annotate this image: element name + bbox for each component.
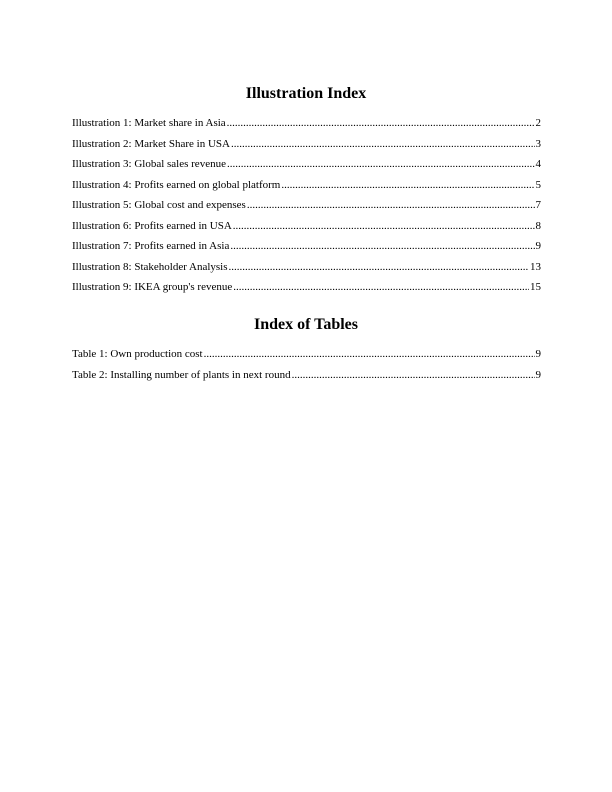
dot-leader: [247, 199, 535, 212]
dot-leader: [227, 117, 535, 130]
dot-leader: [204, 348, 535, 361]
entry-page-number: 9: [535, 348, 541, 360]
entry-page-number: 4: [535, 158, 541, 170]
dot-leader: [292, 369, 535, 382]
illustration-entry[interactable]: [72, 199, 541, 220]
illustration-entry[interactable]: [72, 261, 541, 282]
illustration-entry[interactable]: [72, 117, 541, 138]
illustration-entry[interactable]: [72, 220, 541, 241]
dot-leader: [281, 179, 534, 192]
table-index-list: [72, 348, 541, 389]
entry-title: Illustration 8: Stakeholder Analysis: [72, 260, 228, 273]
illustration-index-heading: Illustration Index: [245, 85, 367, 102]
dot-leader: [230, 240, 534, 253]
entry-page-number: 8: [535, 219, 541, 232]
dot-leader: [231, 138, 535, 151]
illustration-entry[interactable]: [72, 179, 541, 200]
dot-leader: [229, 261, 529, 274]
illustration-index-list: [72, 117, 541, 302]
entry-title: Illustration 7: Profits earned in Asia: [72, 240, 230, 252]
entry-page-number: 9: [535, 368, 541, 381]
table-index-heading: Index of Tables: [253, 316, 359, 333]
dot-leader: [227, 158, 535, 171]
entry-page-number: 3: [535, 137, 541, 150]
entry-page-number: 13: [530, 260, 541, 273]
dot-leader: [233, 281, 529, 294]
illustration-entry[interactable]: [72, 240, 541, 261]
entry-page-number: 5: [535, 178, 541, 191]
illustration-entry[interactable]: [72, 158, 541, 179]
entry-title: Illustration 1: Market share in Asia: [72, 117, 226, 129]
dot-leader: [233, 220, 535, 233]
entry-page-number: 9: [535, 240, 541, 252]
table-entry[interactable]: [72, 369, 541, 390]
entry-title: Illustration 2: Market Share in USA: [72, 137, 230, 150]
illustration-entry[interactable]: [72, 281, 541, 302]
table-entry[interactable]: [72, 348, 541, 369]
entry-title: Illustration 9: IKEA group's revenue: [72, 281, 233, 293]
entry-title: Illustration 6: Profits earned in USA: [72, 219, 232, 232]
entry-title: Table 2: Installing number of plants in next round: [72, 368, 291, 381]
entry-title: Illustration 3: Global sales revenue: [72, 158, 226, 170]
illustration-entry[interactable]: [72, 138, 541, 159]
entry-page-number: 7: [535, 199, 541, 211]
entry-title: Illustration 4: Profits earned on global platform: [72, 178, 281, 191]
entry-page-number: 2: [535, 117, 541, 129]
entry-page-number: 15: [530, 281, 541, 293]
entry-title: Table 1: Own production cost: [72, 348, 203, 360]
entry-title: Illustration 5: Global cost and expenses: [72, 199, 246, 211]
